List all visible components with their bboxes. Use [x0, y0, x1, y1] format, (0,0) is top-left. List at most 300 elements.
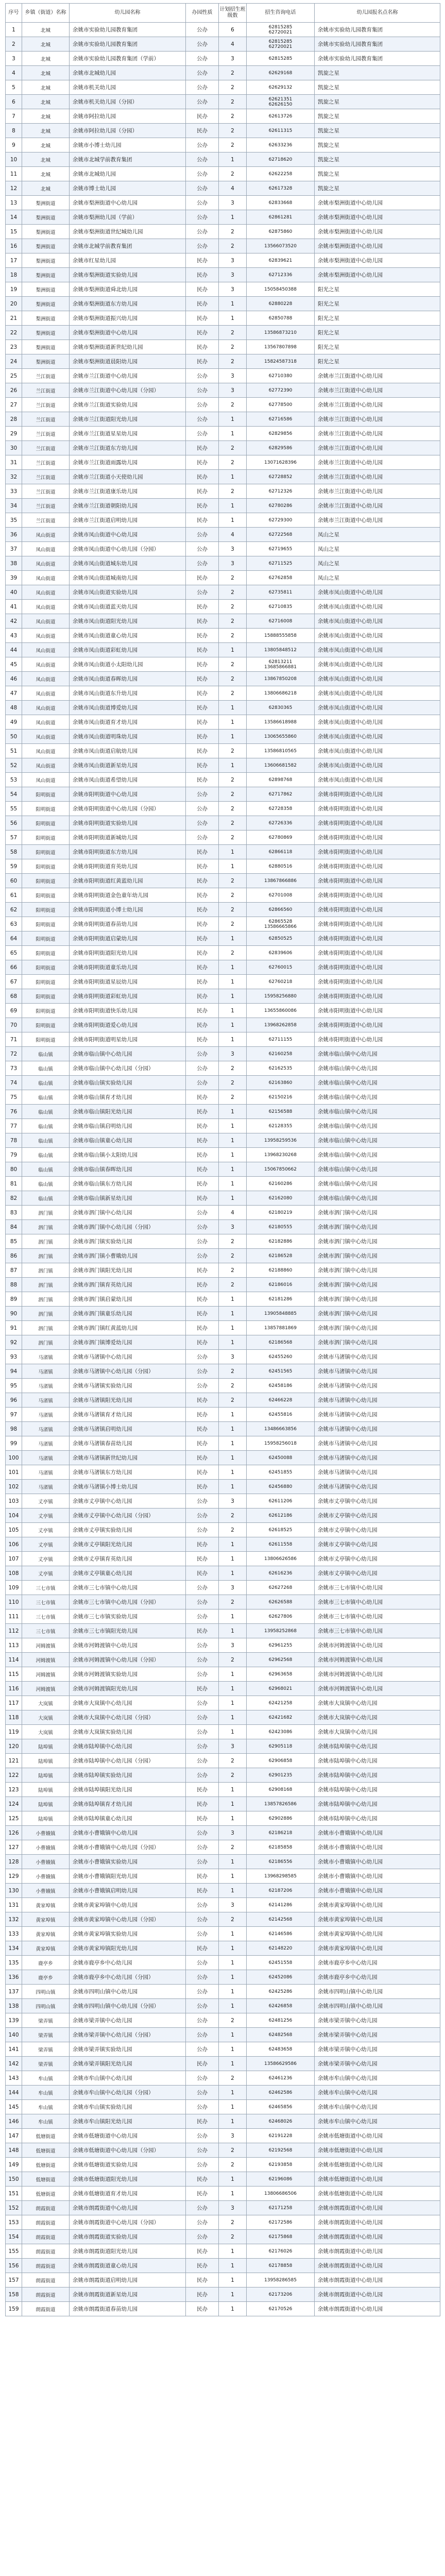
row-index: 108	[6, 1566, 22, 1581]
kindergarten-name: 余姚市兰江街道朝阳幼儿园	[70, 499, 186, 513]
kindergarten-name: 余姚市朗霞街道中心幼儿园	[70, 2201, 186, 2215]
registration-point: 余姚市小曹娥镇中心幼儿园	[315, 1884, 440, 1898]
kindergarten-name: 余姚市北城学前教育集团	[70, 239, 186, 253]
town-name: 牟山镇	[22, 2071, 70, 2086]
town-name: 丈亭镇	[22, 1494, 70, 1509]
registration-point: 余姚市三七市镇中心幼儿园	[315, 1609, 440, 1624]
registration-point: 余姚市黄家埠镇中心幼儿园	[315, 1927, 440, 1941]
table-row	[6, 1133, 440, 1148]
registration-point: 余姚市临山镇中心幼儿园	[315, 1177, 440, 1191]
school-nature: 民办	[186, 931, 219, 946]
school-nature: 公办	[186, 1047, 219, 1061]
school-nature: 民办	[186, 1004, 219, 1018]
registration-point: 余姚市马渚镇中心幼儿园	[315, 1436, 440, 1451]
contact-phone: 62726336	[247, 816, 315, 831]
row-index: 119	[6, 1725, 22, 1739]
kindergarten-name: 余姚市黄家埠镇实验幼儿园	[70, 1927, 186, 1941]
class-count: 2	[219, 1061, 247, 1076]
contact-phone: 62629168	[247, 66, 315, 80]
school-nature: 民办	[186, 354, 219, 369]
school-nature: 民办	[186, 1941, 219, 1956]
contact-phone: 62760218	[247, 975, 315, 989]
table-row	[6, 66, 440, 80]
contact-phone: 13606681582	[247, 758, 315, 773]
registration-point: 余姚市丈亭镇中心幼儿园	[315, 1566, 440, 1581]
kindergarten-name: 余姚市大岚镇实验幼儿园	[70, 1725, 186, 1739]
contact-phone: 62141286	[247, 1898, 315, 1912]
town-name: 三七市镇	[22, 1609, 70, 1624]
contact-phone: 62712336	[247, 268, 315, 282]
class-count: 1	[219, 1451, 247, 1465]
class-count: 1	[219, 1725, 247, 1739]
registration-point: 余姚市阳明街道中心幼儿园	[315, 931, 440, 946]
contact-phone: 62962568	[247, 1653, 315, 1667]
school-nature: 公办	[186, 369, 219, 383]
class-count: 1	[219, 2042, 247, 2057]
kindergarten-name: 余姚市泗门镇童乐幼儿园	[70, 1307, 186, 1321]
contact-phone: 62146586	[247, 1927, 315, 1941]
contact-phone: 13867866886	[247, 874, 315, 888]
row-index: 94	[6, 1364, 22, 1379]
town-name: 泗门镇	[22, 1220, 70, 1234]
contact-phone: 62456880	[247, 1480, 315, 1494]
row-index: 132	[6, 1912, 22, 1927]
contact-phone: 62163860	[247, 1076, 315, 1090]
class-count: 3	[219, 52, 247, 66]
town-name: 陆埠镇	[22, 1811, 70, 1826]
class-count: 2	[219, 2013, 247, 2028]
town-name: 阳明街道	[22, 1032, 70, 1047]
town-name: 梨洲街道	[22, 196, 70, 210]
table-row	[6, 268, 440, 282]
row-index: 121	[6, 1754, 22, 1768]
kindergarten-name: 余姚市马渚镇小博士幼儿园	[70, 1480, 186, 1494]
class-count: 1	[219, 1148, 247, 1162]
school-nature: 民办	[186, 1436, 219, 1451]
kindergarten-name: 余姚市临山镇小太阳幼儿园	[70, 1148, 186, 1162]
town-name: 四明山镇	[22, 1985, 70, 1999]
contact-phone: 62815285	[247, 52, 315, 66]
registration-point: 余姚市朗霞街道中心幼儿园	[315, 2259, 440, 2273]
row-index: 93	[6, 1350, 22, 1364]
row-index: 88	[6, 1278, 22, 1292]
kindergarten-name: 余姚市兰江街道阳光幼儿园	[70, 412, 186, 427]
table-row	[6, 1436, 440, 1451]
table-row	[6, 1537, 440, 1552]
row-index: 49	[6, 715, 22, 730]
town-name: 马渚镇	[22, 1451, 70, 1465]
table-row	[6, 1956, 440, 1970]
school-nature: 民办	[186, 1191, 219, 1206]
contact-phone: 62839606	[247, 946, 315, 960]
kindergarten-name: 余姚市红星幼儿园	[70, 253, 186, 268]
contact-phone: 62617328	[247, 181, 315, 196]
town-name: 丈亭镇	[22, 1509, 70, 1523]
town-name: 朗霞街道	[22, 2244, 70, 2259]
school-nature: 民办	[186, 1552, 219, 1566]
school-nature: 公办	[186, 1898, 219, 1912]
kindergarten-name: 余姚市凤山街道希望幼儿园	[70, 773, 186, 787]
school-nature: 民办	[186, 672, 219, 686]
kindergarten-name: 余姚市梨洲街道振兴幼儿园	[70, 311, 186, 326]
table-row	[6, 888, 440, 903]
contact-phone: 62760015	[247, 960, 315, 975]
kindergarten-name: 余姚市凤山街道中心幼儿园	[70, 528, 186, 542]
kindergarten-name: 余姚市小曹娥镇启明幼儿园	[70, 1884, 186, 1898]
registration-point: 凯旋之星	[315, 95, 440, 109]
contact-phone: 13586873210	[247, 326, 315, 340]
registration-point: 余姚市梨洲街道中心幼儿园	[315, 268, 440, 282]
town-name: 低塘街道	[22, 2143, 70, 2158]
table-row	[6, 1509, 440, 1523]
registration-point: 余姚市凤山街道中心幼儿园	[315, 758, 440, 773]
school-nature: 公办	[186, 2086, 219, 2100]
contact-phone: 62142568	[247, 1912, 315, 1927]
town-name: 泗门镇	[22, 1292, 70, 1307]
school-nature: 民办	[186, 513, 219, 528]
town-name: 阳明街道	[22, 888, 70, 903]
kindergarten-name: 余姚市阳明街道实验幼儿园	[70, 816, 186, 831]
town-name: 阳明街道	[22, 989, 70, 1004]
table-row	[6, 2244, 440, 2259]
contact-phone: 62618525	[247, 1523, 315, 1537]
contact-phone: 62148220	[247, 1941, 315, 1956]
row-index: 67	[6, 975, 22, 989]
contact-phone: 62729300	[247, 513, 315, 528]
row-index: 74	[6, 1076, 22, 1090]
row-index: 24	[6, 354, 22, 369]
row-index: 140	[6, 2028, 22, 2042]
school-nature: 公办	[186, 52, 219, 66]
school-nature: 公办	[186, 831, 219, 845]
row-index: 116	[6, 1682, 22, 1696]
class-count: 2	[219, 874, 247, 888]
town-name: 阳明街道	[22, 787, 70, 802]
school-nature: 公办	[186, 1956, 219, 1970]
table-row	[6, 1206, 440, 1220]
town-name: 梨洲街道	[22, 297, 70, 311]
registration-point: 余姚市临山镇中心幼儿园	[315, 1133, 440, 1148]
class-count: 1	[219, 1292, 247, 1307]
registration-point: 余姚市兰江街道中心幼儿园	[315, 499, 440, 513]
table-row	[6, 340, 440, 354]
town-name: 临山镇	[22, 1047, 70, 1061]
class-count: 2	[219, 167, 247, 181]
registration-point: 余姚市大岚镇中心幼儿园	[315, 1696, 440, 1710]
kindergarten-name: 余姚市临山镇新星幼儿园	[70, 1191, 186, 1206]
town-name: 阳明街道	[22, 960, 70, 975]
kindergarten-name: 余姚市泗门镇阳光幼儿园	[70, 1263, 186, 1278]
town-name: 北城	[22, 181, 70, 196]
class-count: 3	[219, 556, 247, 571]
registration-point: 余姚市鹿亭乡中心幼儿园	[315, 1956, 440, 1970]
contact-phone: 62718620	[247, 152, 315, 167]
table-row	[6, 1855, 440, 1869]
school-nature: 民办	[186, 600, 219, 614]
kindergarten-name: 余姚市梨洲街道中心幼儿园	[70, 196, 186, 210]
class-count: 2	[219, 1393, 247, 1408]
contact-phone: 62462586	[247, 2086, 315, 2100]
town-name: 兰江街道	[22, 484, 70, 499]
town-name: 低塘街道	[22, 2129, 70, 2143]
table-row	[6, 686, 440, 701]
school-nature: 民办	[186, 1465, 219, 1480]
school-nature: 公办	[186, 1739, 219, 1754]
class-count: 3	[219, 1581, 247, 1595]
class-count: 1	[219, 470, 247, 484]
kindergarten-name: 余姚市凤山街道彩虹幼儿园	[70, 643, 186, 657]
registration-point: 余姚市朗霞街道中心幼儿园	[315, 2244, 440, 2259]
registration-point: 余姚市牟山镇中心幼儿园	[315, 2114, 440, 2129]
registration-point: 余姚市泗门镇中心幼儿园	[315, 1321, 440, 1335]
row-index: 71	[6, 1032, 22, 1047]
contact-phone: 62728852	[247, 470, 315, 484]
town-name: 丈亭镇	[22, 1537, 70, 1552]
contact-phone: 62875860	[247, 225, 315, 239]
town-name: 朗霞街道	[22, 2201, 70, 2215]
class-count: 4	[219, 1206, 247, 1220]
school-nature: 公办	[186, 239, 219, 253]
contact-phone: 13586810565	[247, 744, 315, 758]
school-nature: 公办	[186, 1696, 219, 1710]
class-count: 2	[219, 946, 247, 960]
contact-phone: 13805848512	[247, 643, 315, 657]
kindergarten-name: 余姚市实验幼儿园教育集团	[70, 37, 186, 52]
contact-phone: 62815285 62720021	[247, 23, 315, 37]
town-name: 北城	[22, 109, 70, 124]
registration-point: 余姚市凤山街道中心幼儿园	[315, 715, 440, 730]
kindergarten-name: 余姚市机关幼儿园	[70, 80, 186, 95]
school-nature: 民办	[186, 1682, 219, 1696]
town-name: 鹿亭乡	[22, 1956, 70, 1970]
town-name: 兰江街道	[22, 427, 70, 441]
class-count: 1	[219, 2273, 247, 2287]
town-name: 凤山街道	[22, 528, 70, 542]
table-row	[6, 1494, 440, 1509]
contact-phone: 62193858	[247, 2158, 315, 2172]
school-nature: 公办	[186, 1855, 219, 1869]
kindergarten-name: 余姚市丈亭镇阳光幼儿园	[70, 1537, 186, 1552]
class-count: 1	[219, 2100, 247, 2114]
row-index: 72	[6, 1047, 22, 1061]
class-count: 1	[219, 2057, 247, 2071]
row-index: 73	[6, 1061, 22, 1076]
school-nature: 民办	[186, 297, 219, 311]
contact-phone: 62188860	[247, 1263, 315, 1278]
class-count: 1	[219, 643, 247, 657]
town-name: 阳明街道	[22, 874, 70, 888]
town-name: 马渚镇	[22, 1480, 70, 1494]
registration-point: 余姚市阳明街道中心幼儿园	[315, 975, 440, 989]
class-count: 1	[219, 1811, 247, 1826]
table-row	[6, 124, 440, 138]
table-row	[6, 1321, 440, 1335]
town-name: 临山镇	[22, 1133, 70, 1148]
kindergarten-name: 余姚市泗门镇中心幼儿园（分园）	[70, 1220, 186, 1234]
school-nature: 民办	[186, 499, 219, 513]
class-count: 2	[219, 1090, 247, 1105]
registration-point: 余姚市阳明街道中心幼儿园	[315, 1018, 440, 1032]
kindergarten-name: 余姚市朗霞街道童心幼儿园	[70, 2259, 186, 2273]
registration-point: 余姚市凤山街道中心幼儿园	[315, 672, 440, 686]
class-count: 2	[219, 1768, 247, 1783]
school-nature: 民办	[186, 441, 219, 455]
table-row	[6, 1408, 440, 1422]
kindergarten-name: 余姚市兰江街道实验幼儿园	[70, 398, 186, 412]
contact-phone: 62181286	[247, 1292, 315, 1307]
contact-phone: 62850525	[247, 931, 315, 946]
school-nature: 民办	[186, 1177, 219, 1191]
registration-point: 凯旋之星	[315, 138, 440, 152]
class-count: 2	[219, 1278, 247, 1292]
row-index: 120	[6, 1739, 22, 1754]
kindergarten-name: 余姚市丈亭镇实验幼儿园	[70, 1523, 186, 1537]
contact-phone: 62728358	[247, 802, 315, 816]
table-row	[6, 2129, 440, 2143]
registration-point: 余姚市凤山街道中心幼儿园	[315, 643, 440, 657]
registration-point: 凯旋之星	[315, 124, 440, 138]
kindergarten-name: 余姚市朗霞街道实验幼儿园	[70, 2230, 186, 2244]
town-name: 泗门镇	[22, 1249, 70, 1263]
contact-phone: 62850788	[247, 311, 315, 326]
town-name: 低塘街道	[22, 2187, 70, 2201]
registration-point: 余姚市马渚镇中心幼儿园	[315, 1393, 440, 1408]
town-name: 凤山街道	[22, 758, 70, 773]
row-index: 68	[6, 989, 22, 1004]
town-name: 泗门镇	[22, 1263, 70, 1278]
kindergarten-name: 余姚市临山镇实验幼儿园	[70, 1076, 186, 1090]
table-row	[6, 1912, 440, 1927]
row-index: 76	[6, 1105, 22, 1119]
table-row	[6, 2057, 440, 2071]
contact-phone: 13071628396	[247, 455, 315, 470]
town-name: 阳明街道	[22, 946, 70, 960]
town-name: 梨洲街道	[22, 340, 70, 354]
registration-point: 阳光之星	[315, 311, 440, 326]
contact-phone: 62613726	[247, 109, 315, 124]
school-nature: 民办	[186, 960, 219, 975]
contact-phone: 13486663856	[247, 1422, 315, 1436]
contact-phone: 13958252868	[247, 1624, 315, 1638]
row-index: 83	[6, 1206, 22, 1220]
registration-point: 余姚市朗霞街道中心幼儿园	[315, 2273, 440, 2287]
registration-point: 凯旋之星	[315, 152, 440, 167]
registration-point: 余姚市朗霞街道中心幼儿园	[315, 2201, 440, 2215]
town-name: 北城	[22, 152, 70, 167]
class-count: 1	[219, 1869, 247, 1884]
row-index: 81	[6, 1177, 22, 1191]
kindergarten-name: 余姚市兰江街道启明幼儿园	[70, 513, 186, 528]
school-nature: 公办	[186, 1364, 219, 1379]
class-count: 1	[219, 1004, 247, 1018]
table-row	[6, 1624, 440, 1638]
kindergarten-name: 余姚市阳明街道童乐幼儿园	[70, 960, 186, 975]
school-nature: 公办	[186, 816, 219, 831]
town-name: 小曹娥镇	[22, 1855, 70, 1869]
kindergarten-name: 余姚市凤山街道蓝天幼儿园	[70, 600, 186, 614]
table-row	[6, 1451, 440, 1465]
school-nature: 公办	[186, 802, 219, 816]
contact-phone: 62839621	[247, 253, 315, 268]
registration-point: 余姚市朗霞街道中心幼儿园	[315, 2287, 440, 2302]
table-row	[6, 513, 440, 528]
table-row	[6, 484, 440, 499]
contact-phone: 62173206	[247, 2287, 315, 2302]
table-row	[6, 758, 440, 773]
table-row	[6, 1653, 440, 1667]
kindergarten-name: 余姚市凤山街道明珠幼儿园	[70, 730, 186, 744]
table-row	[6, 1032, 440, 1047]
class-count: 2	[219, 1509, 247, 1523]
class-count: 2	[219, 1379, 247, 1393]
table-row	[6, 730, 440, 744]
class-count: 2	[219, 1263, 247, 1278]
row-index: 77	[6, 1119, 22, 1133]
table-row	[6, 1249, 440, 1263]
registration-point: 余姚市凤山街道中心幼儿园	[315, 614, 440, 629]
kindergarten-name: 余姚市低塘街道实验幼儿园	[70, 2158, 186, 2172]
class-count: 2	[219, 1364, 247, 1379]
row-index: 145	[6, 2100, 22, 2114]
class-count: 1	[219, 1408, 247, 1422]
kindergarten-name: 余姚市陆埠镇中心幼儿园（分园）	[70, 1754, 186, 1768]
row-index: 5	[6, 80, 22, 95]
class-count: 1	[219, 2287, 247, 2302]
registration-point: 余姚市梁弄镇中心幼儿园	[315, 2057, 440, 2071]
table-row	[6, 672, 440, 686]
school-nature: 公办	[186, 2230, 219, 2244]
kindergarten-name: 余姚市临山镇中心幼儿园（分园）	[70, 1061, 186, 1076]
table-row	[6, 975, 440, 989]
class-count: 3	[219, 369, 247, 383]
town-name: 梨洲街道	[22, 225, 70, 239]
kindergarten-name: 余姚市临山镇育才幼儿园	[70, 1090, 186, 1105]
registration-point: 凯旋之星	[315, 181, 440, 196]
kindergarten-name: 余姚市兰江街道东方幼儿园	[70, 441, 186, 455]
town-name: 梨洲街道	[22, 210, 70, 225]
kindergarten-name: 余姚市兰江街道雨露幼儿园	[70, 455, 186, 470]
town-name: 兰江街道	[22, 369, 70, 383]
school-nature: 公办	[186, 66, 219, 80]
row-index: 40	[6, 585, 22, 600]
school-nature: 民办	[186, 1566, 219, 1581]
town-name: 朗霞街道	[22, 2230, 70, 2244]
registration-point: 余姚市马渚镇中心幼儿园	[315, 1451, 440, 1465]
town-name: 大岚镇	[22, 1725, 70, 1739]
class-count: 1	[219, 1609, 247, 1624]
table-row	[6, 2201, 440, 2215]
kindergarten-name: 余姚市凤山街道城南幼儿园	[70, 571, 186, 585]
class-count: 2	[219, 614, 247, 629]
kindergarten-name: 余姚市梨洲街道中心幼儿园	[70, 326, 186, 340]
class-count: 1	[219, 1537, 247, 1552]
town-name: 阳明街道	[22, 845, 70, 859]
school-nature: 民办	[186, 758, 219, 773]
town-name: 临山镇	[22, 1105, 70, 1119]
table-row	[6, 1898, 440, 1912]
class-count: 1	[219, 1710, 247, 1725]
row-index: 113	[6, 1638, 22, 1653]
table-row	[6, 816, 440, 831]
registration-point: 余姚市朗霞街道中心幼儿园	[315, 2302, 440, 2316]
class-count: 3	[219, 2129, 247, 2143]
class-count: 3	[219, 1047, 247, 1061]
registration-point: 阳光之星	[315, 340, 440, 354]
row-index: 20	[6, 297, 22, 311]
registration-point: 余姚市泗门镇中心幼儿园	[315, 1249, 440, 1263]
class-count: 1	[219, 960, 247, 975]
registration-point: 余姚市阳明街道中心幼儿园	[315, 816, 440, 831]
